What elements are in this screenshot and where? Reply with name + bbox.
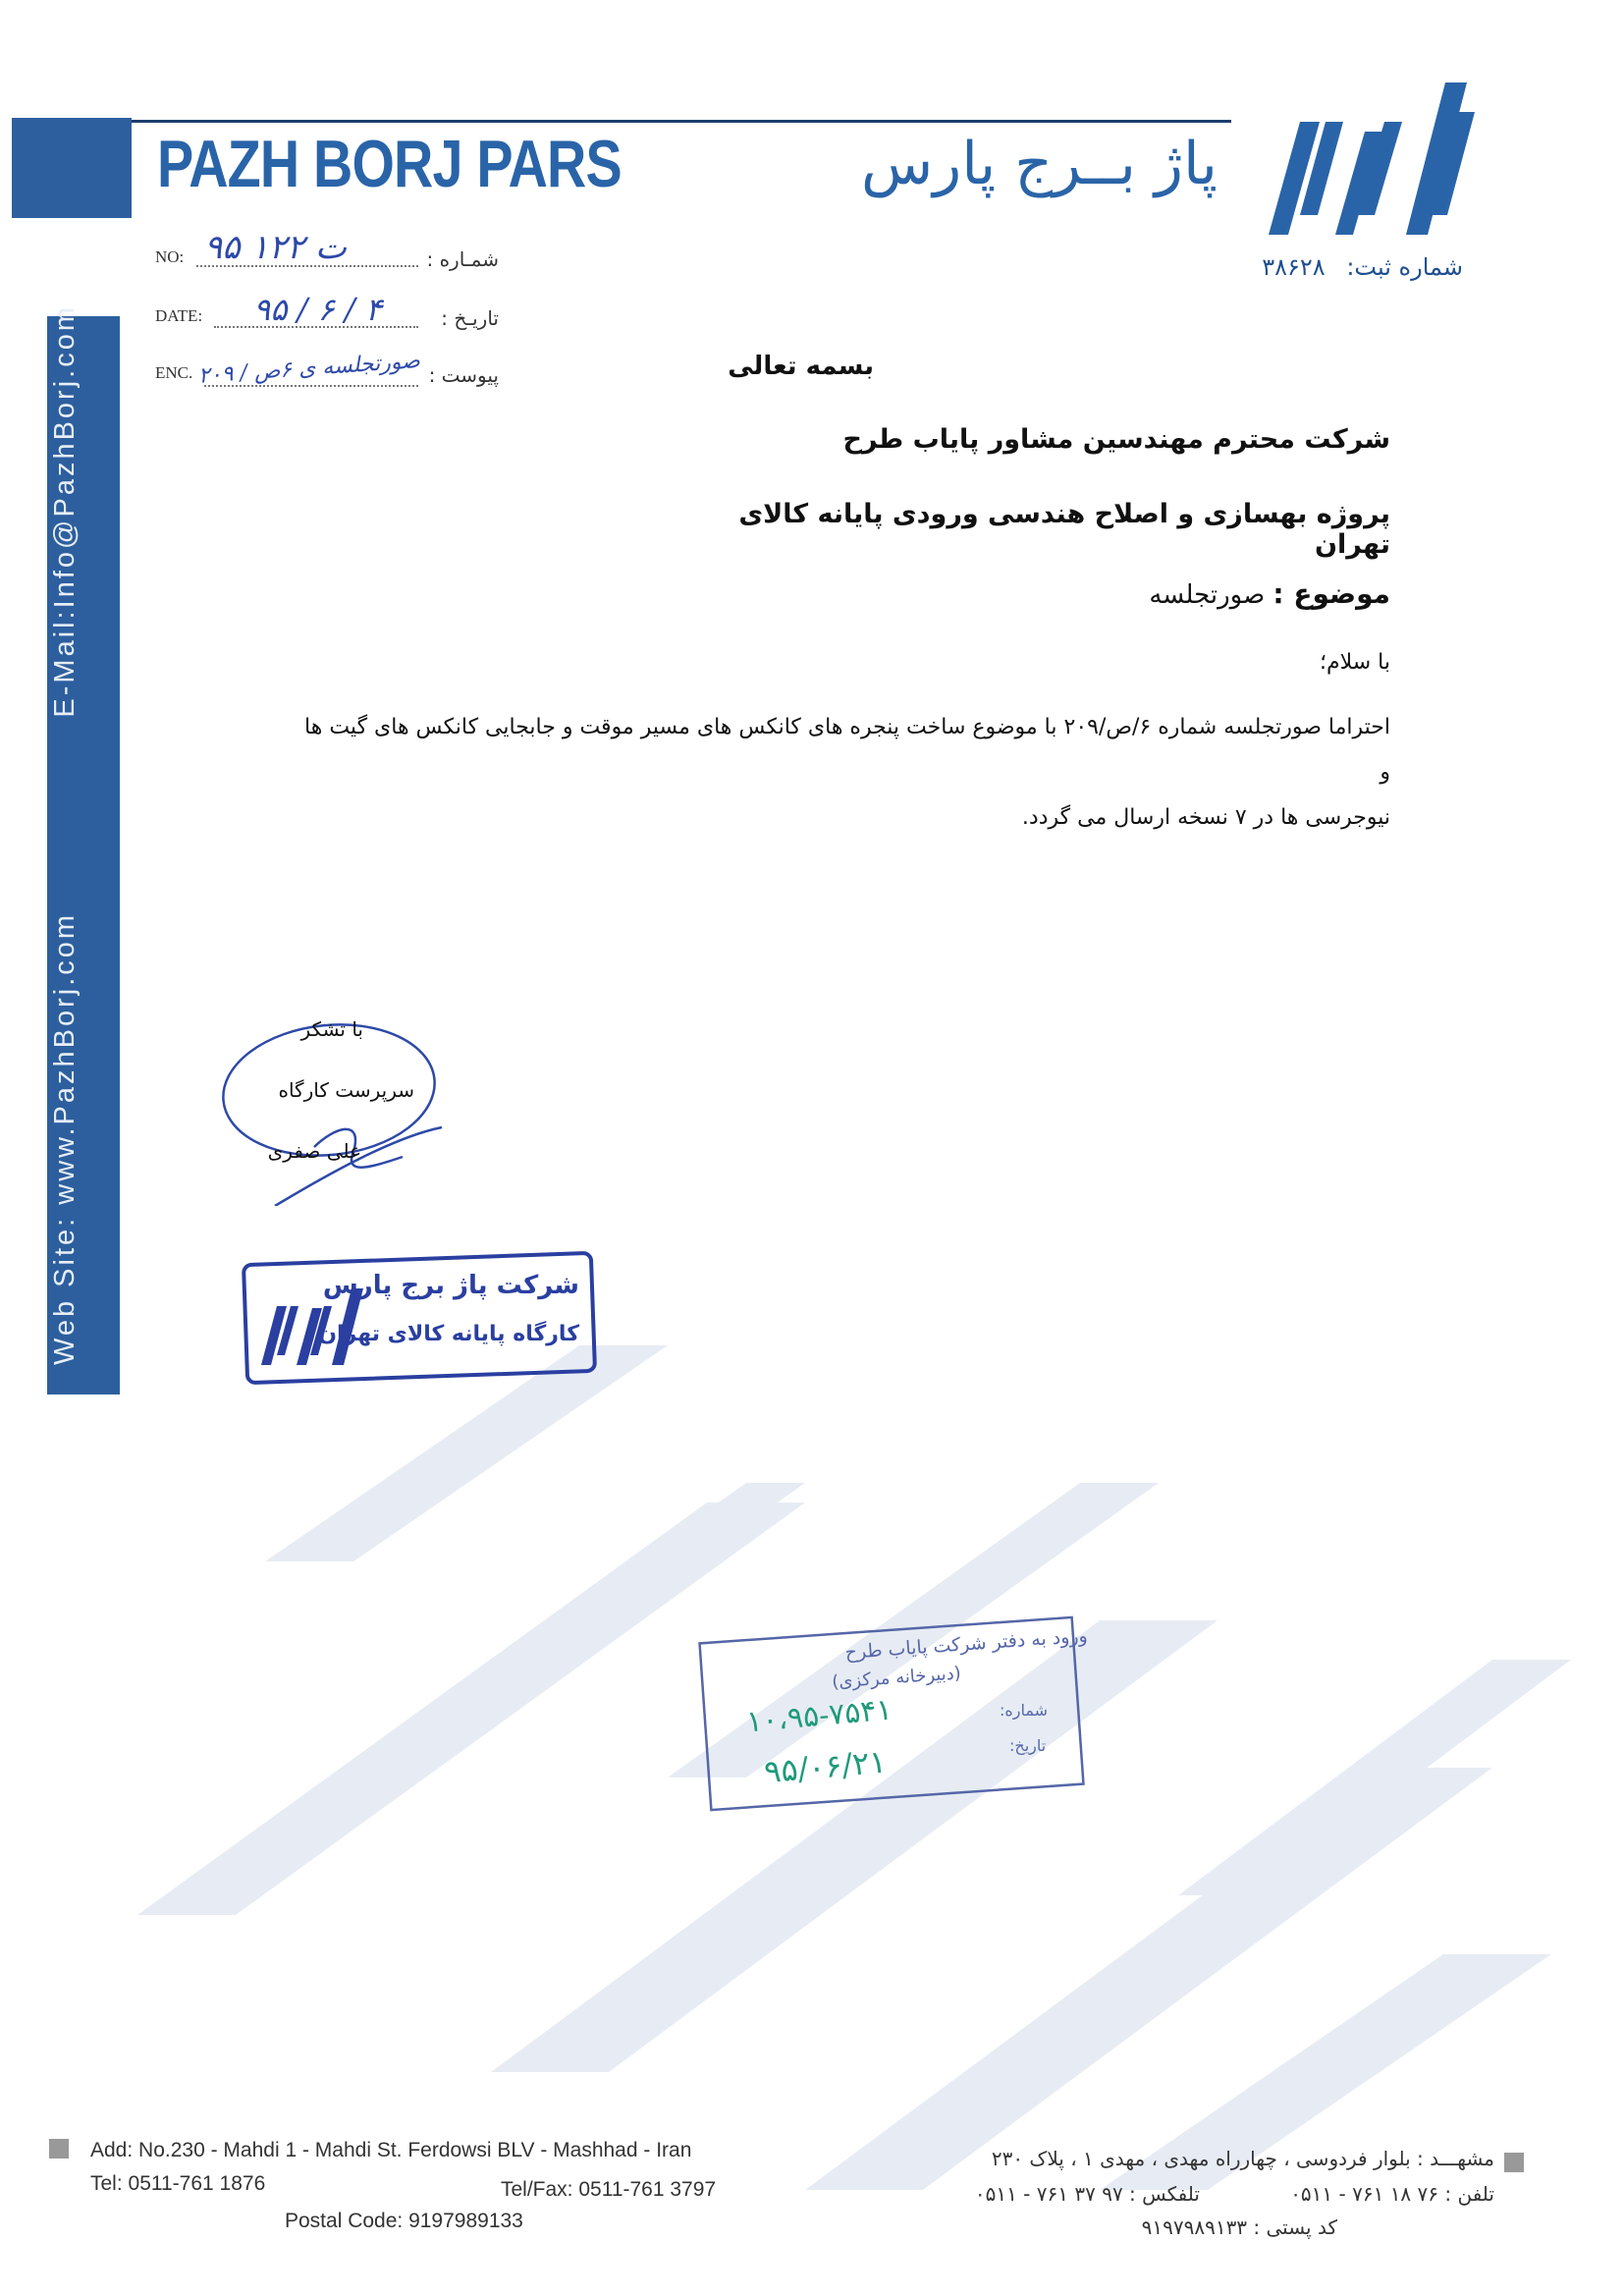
- company-stamp-line2: کارگاه پایانه کالای تهران: [318, 1322, 579, 1346]
- greeting-line: با سلام؛: [1320, 650, 1390, 675]
- company-name-latin: PAZH BORJ PARS: [157, 127, 622, 201]
- recipient-line: شرکت محترم مهندسین مشاور پایاب طرح: [842, 424, 1390, 455]
- body-line-2: نیوجرسی ها در ۷ نسخه ارسال می گردد.: [1021, 805, 1390, 830]
- no-label-en: NO:: [155, 247, 185, 266]
- project-line: پروژه بهسازی و اصلاح هندسی ورودی پایانه کالای تهران: [738, 499, 1390, 560]
- subject-value: صورتجلسه: [1149, 580, 1266, 610]
- header-left-block: [12, 118, 132, 218]
- received-stamp: [695, 1611, 1117, 1817]
- registration-value: ۳۸۶۲۸: [1262, 253, 1326, 281]
- received-stamp-date-value: ۹۵/۰۶/۲۱: [762, 1742, 889, 1791]
- company-logo-icon: [1239, 63, 1494, 240]
- registration-label: شماره ثبت:: [1346, 253, 1463, 281]
- subject-label: موضوع :: [1272, 577, 1390, 610]
- no-handwritten-value: ۹۵ ت ۱۲۲: [204, 228, 347, 267]
- date-label-en: DATE:: [155, 306, 203, 325]
- date-label-fa: تاریـخ :: [441, 306, 499, 330]
- date-handwritten-value: ۹۵ / ۶ / ۴: [253, 291, 382, 328]
- footer-tel-en: Tel: 0511-761 1876: [90, 2172, 266, 2195]
- enclosure-label-fa: پیوست :: [428, 363, 499, 387]
- signature-thanks: با تشکر: [300, 1017, 363, 1041]
- bismillah-heading: بسمه تعالی: [728, 352, 874, 381]
- signature-block: [216, 1010, 452, 1206]
- header-rule: [132, 120, 1231, 123]
- footer-address-fa: مشهـــد : بلوار فردوسی ، چهارراه مهدی ، مهدی ۱ ، پلاک ۲۳۰: [991, 2147, 1494, 2170]
- company-name-persian: پاژ بــرج پارس: [861, 130, 1218, 198]
- received-stamp-number-label: شماره:: [1000, 1701, 1049, 1720]
- no-label-fa: شمـاره :: [426, 247, 499, 271]
- email-text: E-Mail:Info@PazhBorj.com: [49, 304, 81, 718]
- subject-line: [884, 577, 1390, 621]
- enclosure-label-en: ENC.: [155, 363, 193, 382]
- body-line-1: احتراما صورتجلسه شماره ۶/ص/۲۰۹ با موضوع ساخت پنجره های کانکس های مسیر موقت و جابجایی کانکس های گیت ها و: [304, 715, 1390, 785]
- company-stamp-line1: شرکت پاژ برج پارس: [322, 1271, 579, 1300]
- received-stamp-number-value: ۱۰،۹۵-۷۵۴۱: [744, 1692, 893, 1740]
- footer-tel-fa: تلفن : ۷۶ ۱۸ ۷۶۱ - ۰۵۱۱: [1290, 2182, 1494, 2206]
- company-stamp: [242, 1249, 597, 1387]
- signature-name: علی صفری: [267, 1139, 361, 1163]
- footer-postal-en: Postal Code: 9197989133: [285, 2210, 523, 2232]
- footer-postal-fa: کد پستی : ۹۱۹۷۹۸۹۱۳۳: [1141, 2215, 1337, 2239]
- received-stamp-date-label: تاریخ:: [1009, 1736, 1047, 1755]
- registration-number: [1247, 253, 1463, 293]
- signature-title: سرپرست کارگاه: [278, 1078, 414, 1102]
- enclosure-handwritten-value: صورتجلسه ی ۶ص / ۲۰۹: [197, 349, 421, 389]
- footer-square-left: [49, 2139, 69, 2159]
- company-stamp-frame: [242, 1249, 597, 1387]
- footer-square-right: [1504, 2153, 1524, 2172]
- footer-address-en: Add: No.230 - Mahdi 1 - Mahdi St. Ferdowsi BLV - Mashhad - Iran: [90, 2139, 692, 2161]
- footer-fax-fa: تلفکس : ۹۷ ۳۷ ۷۶۱ - ۰۵۱۱: [974, 2182, 1200, 2206]
- received-stamp-line2: (دبیرخانه مرکزی): [831, 1663, 962, 1693]
- received-stamp-line1: ورود به دفتر شرکت پایاب طرح: [843, 1624, 1089, 1664]
- footer-telfax-en: Tel/Fax: 0511-761 3797: [501, 2178, 717, 2201]
- body-paragraph: [304, 705, 1390, 830]
- website-text: Web Site: www.PazhBorj.com: [49, 911, 81, 1365]
- side-contact-text: [49, 304, 88, 1365]
